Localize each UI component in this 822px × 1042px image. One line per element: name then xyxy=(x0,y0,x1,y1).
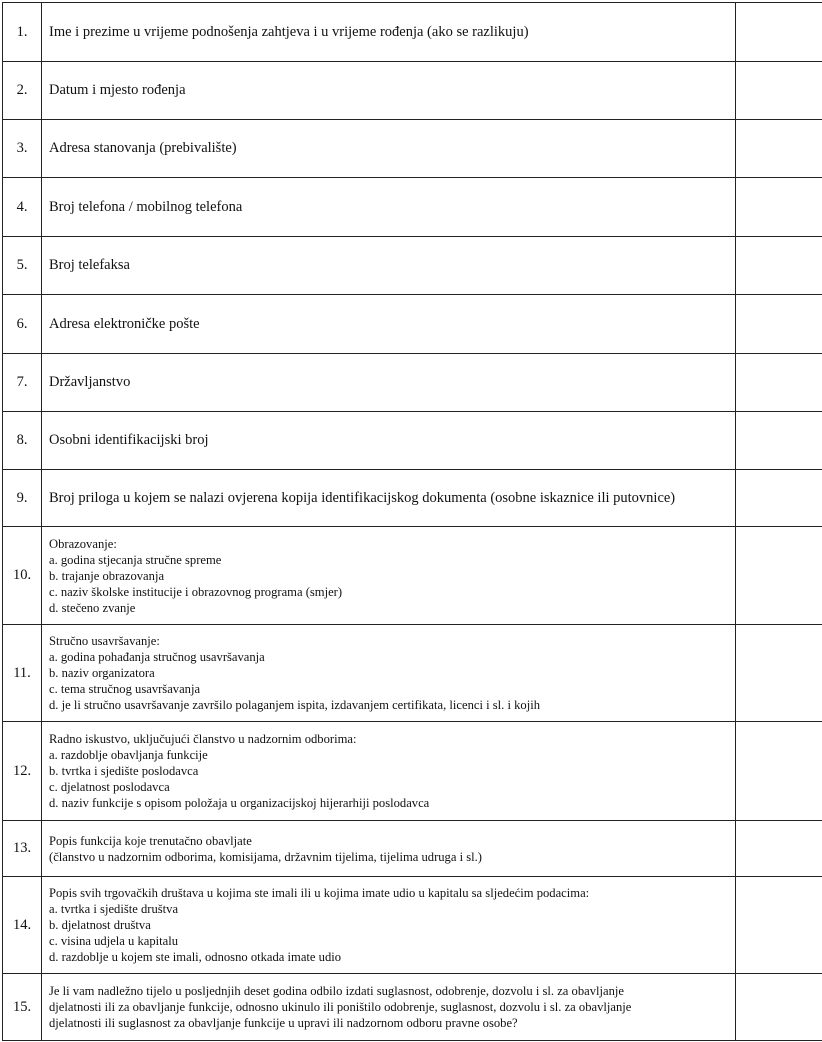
row-number: 2. xyxy=(3,62,42,120)
question-line: Je li vam nadležno tijelo u posljednjih deset godina odbilo izdati suglasnost, odobrenje, dozvolu i sl. za obavljanje xyxy=(49,984,624,998)
answer-cell[interactable] xyxy=(736,412,822,470)
question-line: a. razdoblje obavljanja funkcije xyxy=(49,748,208,762)
table-row xyxy=(3,3,822,62)
question-text xyxy=(42,722,736,821)
table-row xyxy=(3,625,822,722)
question-line: a. tvrtka i sjedište društva xyxy=(49,902,179,916)
question-text xyxy=(42,974,736,1041)
answer-cell[interactable] xyxy=(736,120,822,178)
question-text xyxy=(42,412,736,470)
question-line: Broj telefaksa xyxy=(49,257,130,273)
questionnaire-table xyxy=(2,2,822,1041)
question-line: b. naziv organizatora xyxy=(49,666,155,680)
answer-cell[interactable] xyxy=(736,62,822,120)
table-row xyxy=(3,412,822,470)
table-row xyxy=(3,178,822,237)
answer-cell[interactable] xyxy=(736,722,822,821)
question-line: djelatnosti ili za obavljanje funkcije, odnosno ukinulo ili poništilo odobrenje, suglasnost, dozvolu i sl. za obavljanje xyxy=(49,1000,632,1014)
question-line: d. stečeno zvanje xyxy=(49,600,136,615)
answer-cell[interactable] xyxy=(736,527,822,625)
question-text xyxy=(42,3,736,62)
answer-cell[interactable] xyxy=(736,354,822,412)
table-row xyxy=(3,722,822,821)
question-line: Državljanstvo xyxy=(49,374,131,390)
row-number: 15. xyxy=(3,974,42,1041)
question-line: c. naziv školske institucije i obrazovnog programa (smjer) xyxy=(49,584,343,599)
question-text xyxy=(42,354,736,412)
question-text xyxy=(42,120,736,178)
question-line: Adresa stanovanja (prebivalište) xyxy=(49,140,237,156)
question-text xyxy=(42,178,736,237)
table-row xyxy=(3,354,822,412)
question-text xyxy=(42,470,736,527)
row-number: 8. xyxy=(3,412,42,470)
question-line: Ime i prezime u vrijeme podnošenja zahtjeva i u vrijeme rođenja (ako se razlikuju) xyxy=(49,23,529,40)
row-number: 5. xyxy=(3,237,42,295)
question-line: Popis funkcija koje trenutačno obavljate xyxy=(49,833,252,848)
question-line: c. tema stručnog usavršavanja xyxy=(49,682,201,696)
answer-cell[interactable] xyxy=(736,237,822,295)
question-line: Adresa elektroničke pošte xyxy=(49,315,200,332)
question-line: (članstvo u nadzornim odborima, komisijama, državnim tijelima, tijelima udruga i sl.) xyxy=(49,849,482,864)
question-line: c. djelatnost poslodavca xyxy=(49,780,170,794)
question-line: a. godina pohađanja stručnog usavršavanja xyxy=(49,650,265,664)
table-row xyxy=(3,527,822,625)
answer-cell[interactable] xyxy=(736,821,822,877)
question-line: d. razdoblje u kojem ste imali, odnosno otkada imate udio xyxy=(49,950,342,964)
question-line: Radno iskustvo, uključujući članstvo u nadzornim odborima: xyxy=(49,732,357,746)
question-text xyxy=(42,62,736,120)
question-line: a. godina stjecanja stručne spreme xyxy=(49,552,222,567)
table-row xyxy=(3,120,822,178)
question-line: d. naziv funkcije s opisom položaja u organizacijskoj hijerarhiji poslodavca xyxy=(49,796,430,810)
question-text xyxy=(42,527,736,625)
answer-cell[interactable] xyxy=(736,470,822,527)
table-row xyxy=(3,877,822,974)
table-row xyxy=(3,237,822,295)
question-line: b. trajanje obrazovanja xyxy=(49,568,165,583)
question-text xyxy=(42,237,736,295)
question-line: Stručno usavršavanje: xyxy=(49,634,160,648)
question-line: Datum i mjesto rođenja xyxy=(49,82,186,98)
question-line: b. djelatnost društva xyxy=(49,918,151,932)
question-text xyxy=(42,625,736,722)
answer-cell[interactable] xyxy=(736,178,822,237)
question-line: djelatnosti ili suglasnost za obavljanje funkcije u upravi ili nadzornom odboru pravne osobe? xyxy=(49,1016,518,1030)
row-number: 13. xyxy=(3,821,42,877)
answer-cell[interactable] xyxy=(736,877,822,974)
row-number: 9. xyxy=(3,470,42,527)
answer-cell[interactable] xyxy=(736,974,822,1041)
question-line: Obrazovanje: xyxy=(49,536,117,551)
table-row xyxy=(3,821,822,877)
question-line: Osobni identifikacijski broj xyxy=(49,432,209,448)
row-number: 3. xyxy=(3,120,42,178)
question-line: Broj telefona / mobilnog telefona xyxy=(49,198,243,215)
row-number: 1. xyxy=(3,3,42,62)
question-line: b. tvrtka i sjedište poslodavca xyxy=(49,764,199,778)
row-number: 11. xyxy=(3,625,42,722)
table-row xyxy=(3,974,822,1041)
question-line: Broj priloga u kojem se nalazi ovjerena kopija identifikacijskog dokumenta (osobne iskaznice ili putovnice) xyxy=(49,489,676,506)
question-text xyxy=(42,877,736,974)
question-line: c. visina udjela u kapitalu xyxy=(49,934,179,948)
table-row xyxy=(3,470,822,527)
answer-cell[interactable] xyxy=(736,625,822,722)
row-number: 14. xyxy=(3,877,42,974)
question-line: d. je li stručno usavršavanje završilo polaganjem ispita, izdavanjem certifikata, licenci i sl. i kojih xyxy=(49,698,541,712)
question-text xyxy=(42,295,736,354)
table-row xyxy=(3,295,822,354)
question-line: Popis svih trgovačkih društava u kojima ste imali ili u kojima imate udio u kapitalu sa sljedećim podacima: xyxy=(49,886,590,900)
row-number: 6. xyxy=(3,295,42,354)
answer-cell[interactable] xyxy=(736,295,822,354)
row-number: 4. xyxy=(3,178,42,237)
row-number: 7. xyxy=(3,354,42,412)
row-number: 12. xyxy=(3,722,42,821)
question-text xyxy=(42,821,736,877)
row-number: 10. xyxy=(3,527,42,625)
table-row xyxy=(3,62,822,120)
answer-cell[interactable] xyxy=(736,3,822,62)
